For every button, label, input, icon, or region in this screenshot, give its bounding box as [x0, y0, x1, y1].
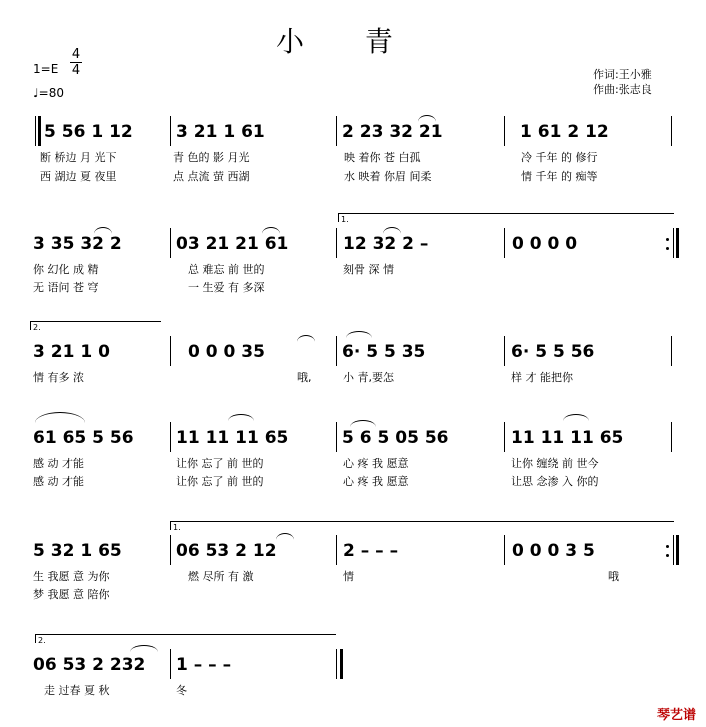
lyric-line: 情 [343, 570, 354, 583]
measure-notes: 3 21 1 61 [176, 122, 265, 142]
lyric-line: 小 青,要怎 [343, 371, 394, 384]
measure-notes: 06 53 2 232 [33, 655, 146, 675]
measure-notes: 11 11 11 65 [176, 428, 289, 448]
bar-line [336, 228, 337, 258]
slur [130, 645, 158, 652]
lyric-line: 感 动 才能 [33, 457, 84, 470]
measure-notes: 1 – – – [176, 655, 232, 675]
slur [563, 414, 589, 421]
site-logo: 琴艺谱 [656, 708, 696, 723]
lyric-line: 西 湖边 夏 夜里 [40, 170, 117, 183]
lyric-line: 映 着你 苍 白孤 [344, 151, 421, 164]
lyric-line: 燃 尽所 有 激 [188, 570, 254, 583]
credits [593, 67, 652, 97]
bar-line [170, 422, 171, 452]
bar-line [671, 336, 672, 366]
bar-line [671, 116, 672, 146]
slur [297, 335, 315, 342]
repeat-end [676, 228, 679, 258]
lyric-line: 让你 忘了 前 世的 [176, 457, 264, 470]
slur [383, 227, 401, 234]
volta-bracket [35, 634, 336, 643]
lyric-line: 让你 缠绕 前 世今 [511, 457, 599, 470]
bar-line [504, 535, 505, 565]
volta-bracket [170, 521, 674, 530]
lyric-line: 梦 我愿 意 陪你 [33, 588, 110, 601]
lyric-line: 让你 忘了 前 世的 [176, 475, 264, 488]
volta-label: 1. [173, 523, 181, 532]
lyric-line: 水 映着 你眉 间柔 [344, 170, 432, 183]
composer: 作曲:张志良 [593, 83, 652, 96]
bar-line [336, 422, 337, 452]
measure-notes: 6· 5 5 35 [342, 342, 426, 362]
measure-notes: 0 0 0 35 [188, 342, 265, 362]
bar-line [336, 336, 337, 366]
measure-notes: 0 0 0 0 [512, 234, 578, 254]
slur [262, 227, 280, 234]
bar-line [170, 535, 171, 565]
slur [346, 331, 372, 338]
measure-notes: 03 21 21 61 [176, 234, 289, 254]
lyric-line: 冷 千年 的 修行 [521, 151, 598, 164]
bar-line [35, 116, 36, 146]
lyric-line: 生 我愿 意 为你 [33, 570, 110, 583]
volta-label: 2. [33, 323, 41, 332]
repeat-dot [666, 238, 669, 241]
measure-notes: 06 53 2 12 [176, 541, 277, 561]
repeat-dot [666, 545, 669, 548]
lyric-line: 总 难忘 前 世的 [188, 263, 265, 276]
repeat-start [38, 116, 41, 146]
repeat-end [676, 535, 679, 565]
volta-bracket [30, 321, 161, 330]
slur [228, 414, 254, 421]
measure-notes: 5 32 1 65 [33, 541, 122, 561]
bar-line [504, 228, 505, 258]
volta-label: 1. [341, 215, 349, 224]
slur [350, 420, 376, 427]
lyric-line: 断 桥边 月 光下 [40, 151, 117, 164]
measure-notes: 5 6 5 05 56 [342, 428, 449, 448]
measure-notes: 3 21 1 0 [33, 342, 110, 362]
lyricist: 作词:王小雅 [593, 68, 652, 81]
lyric-line: 感 动 才能 [33, 475, 84, 488]
time-bottom: 4 [71, 63, 81, 78]
measure-notes: 6· 5 5 56 [511, 342, 595, 362]
measure-notes: 12 32 2 – [343, 234, 429, 254]
lyric-line: 你 幻化 成 精 [33, 263, 99, 276]
measure-notes: 3 35 32 2 [33, 234, 122, 254]
repeat-dot [666, 247, 669, 250]
page-title: 小 青 [276, 25, 419, 58]
bar-line [504, 116, 505, 146]
lyric-line: 走 过春 夏 秋 [44, 684, 110, 697]
bar-line [673, 535, 674, 565]
measure-notes: 61 65 5 56 [33, 428, 134, 448]
measure-notes: 2 23 32 21 [342, 122, 443, 142]
lyric-line: 点 点流 萤 西湖 [173, 170, 250, 183]
bar-line [170, 336, 171, 366]
measure-notes: 5 56 1 12 [44, 122, 133, 142]
lyric-line: 样 才 能把你 [511, 371, 573, 384]
measure-notes: 2 – – – [343, 541, 399, 561]
lyric-line: 心 疼 我 愿意 [343, 475, 409, 488]
volta-label: 2. [38, 636, 46, 645]
lyric-line: 情 有多 浓 [33, 371, 84, 384]
tempo-mark: ♩=80 [33, 86, 64, 100]
bar-line [673, 228, 674, 258]
time-top: 4 [71, 47, 81, 62]
slur [35, 412, 85, 423]
bar-line [336, 649, 337, 679]
lyric-line: 一 生爱 有 多深 [188, 281, 265, 294]
repeat-dot [666, 554, 669, 557]
key-signature: 1=E [33, 62, 59, 76]
lyric-line: 刻骨 深 情 [343, 263, 394, 276]
measure-notes: 1 61 2 12 [520, 122, 609, 142]
lyric-line: 冬 [176, 684, 187, 697]
bar-line [170, 649, 171, 679]
bar-line [170, 116, 171, 146]
final-bar [340, 649, 343, 679]
slur [418, 115, 436, 122]
lyric-line: 哦 [608, 570, 619, 583]
bar-line [671, 422, 672, 452]
measure-notes: 11 11 11 65 [511, 428, 624, 448]
lyric-line: 青 色的 影 月光 [173, 151, 250, 164]
slur [94, 227, 112, 234]
bar-line [336, 116, 337, 146]
bar-line [170, 228, 171, 258]
bar-line [504, 422, 505, 452]
bar-line [504, 336, 505, 366]
lyric-line: 无 语问 苍 穹 [33, 281, 99, 294]
lyric-line: 哦, [297, 371, 312, 384]
slur [276, 533, 294, 540]
time-signature [70, 48, 82, 77]
volta-bracket [338, 213, 674, 222]
measure-notes: 0 0 0 3 5 [512, 541, 595, 561]
bar-line [336, 535, 337, 565]
lyric-line: 让思 念渗 入 你的 [511, 475, 599, 488]
lyric-line: 情 千年 的 痴等 [521, 170, 598, 183]
lyric-line: 心 疼 我 愿意 [343, 457, 409, 470]
